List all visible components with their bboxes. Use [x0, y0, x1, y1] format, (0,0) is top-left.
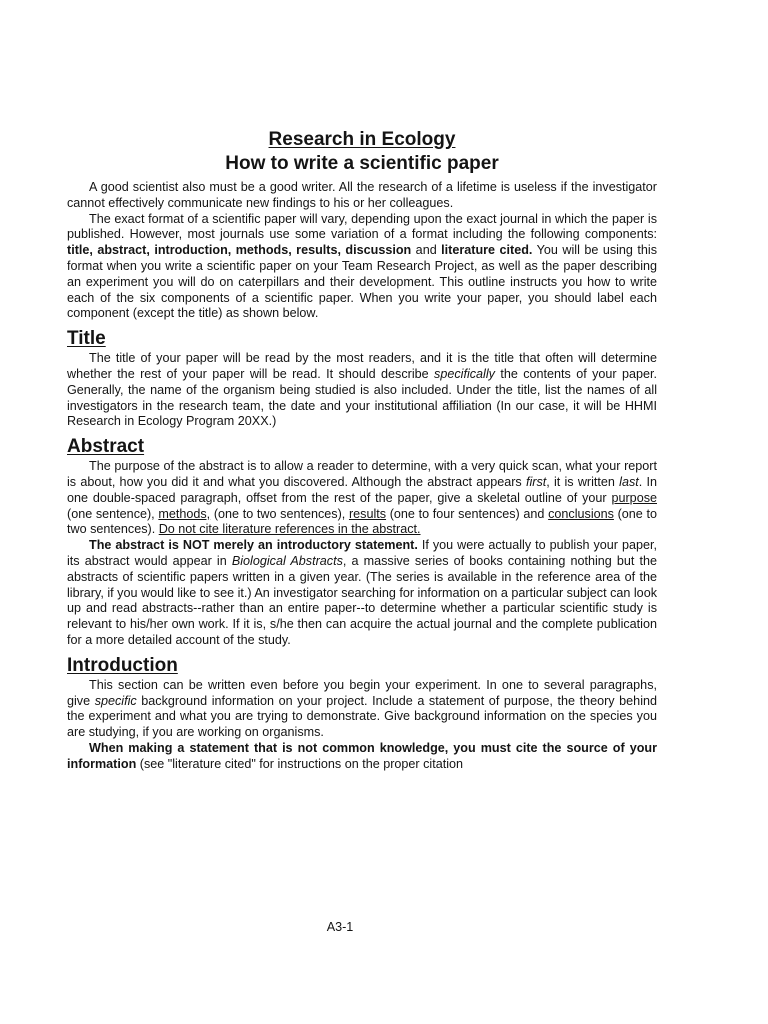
section-heading-abstract: Abstract — [67, 436, 145, 458]
abstract-paragraph-1: The purpose of the abstract is to allow a reader to determine, with a very quick scan, what your report is about, how you did it and what you discovered. Although the abstract appears first, it is written last. In one double-spaced paragraph, offset from the rest of the paper, give a skeletal outline of your purpose (one sentence), methods, (one to two sentences), results (one to four sentences) and conclusions (one to two sentences). Do not cite literature references in the abstract. — [67, 459, 657, 537]
introduction-paragraph-1: This section can be written even before you begin your experiment. In one to several paragraphs, give specific background information on your project. Include a statement of purpose, the theory behind the experiment and what you are trying to demonstrate. Give background information on the species you are studying, if you are working on organisms. — [67, 677, 657, 740]
components-list: title, abstract, introduction, methods, results, discussion — [67, 243, 412, 258]
section-heading-introduction: Introduction — [67, 654, 178, 676]
literature-cited-term: literature cited. — [441, 243, 533, 258]
introduction-paragraph-2: When making a statement that is not common knowledge, you must cite the source of your information (see "literature cited" for instructions on the proper citation — [67, 740, 657, 771]
section-heading-title: Title — [67, 328, 106, 350]
intro-paragraph-1: A good scientist also must be a good writer. All the research of a lifetime is useless if the investigator cannot effectively communicate new findings to his or her colleagues. — [67, 180, 657, 210]
intro-paragraph-2: The exact format of a scientific paper will vary, depending upon the exact journal in which the paper is published. However, most journals use some variation of a format including the following components: title, abstract, introduction, methods, results, discussion and literature cited. You will be using this format when you write a scientific paper on your Team Research Project, as well as the paper describing an experiment you will do on caterpillars and their development. This outline instructs you how to write each of the six components of a scientific paper. When you write your paper, you should label each component (except the title) as shown below. — [67, 211, 657, 321]
page-number: A3-1 — [326, 920, 354, 934]
title-section-paragraph: The title of your paper will be read by the most readers, and it is the title that often will determine whether the rest of your paper will be read. It should describe specifically the contents of your paper. Generally, the name of the organism being studied is also included. Under the title, list the names of all investigators in the research team, the date and your institutional affiliation (In our case, it will be HHMI Research in Ecology Program 20XX.) — [67, 351, 657, 429]
document-subtitle: How to write a scientific paper — [225, 153, 499, 174]
document-title: Research in Ecology — [268, 129, 456, 150]
abstract-paragraph-2: The abstract is NOT merely an introductory statement. If you were actually to publish your paper, its abstract would appear in Biological Abstracts, a massive series of books containing nothing but the abstracts of scientific papers written in a given year. (The series is available in the reference area of the library, if you would like to see it.) An investigator searching for information on a particular subject can look up and read abstracts--rather than an entire paper--to determine whether a particular scientific study is relevant to his/her own work. If it is, s/he then can acquire the actual journal and the complete publication for a more detailed account of the study. — [67, 538, 658, 647]
